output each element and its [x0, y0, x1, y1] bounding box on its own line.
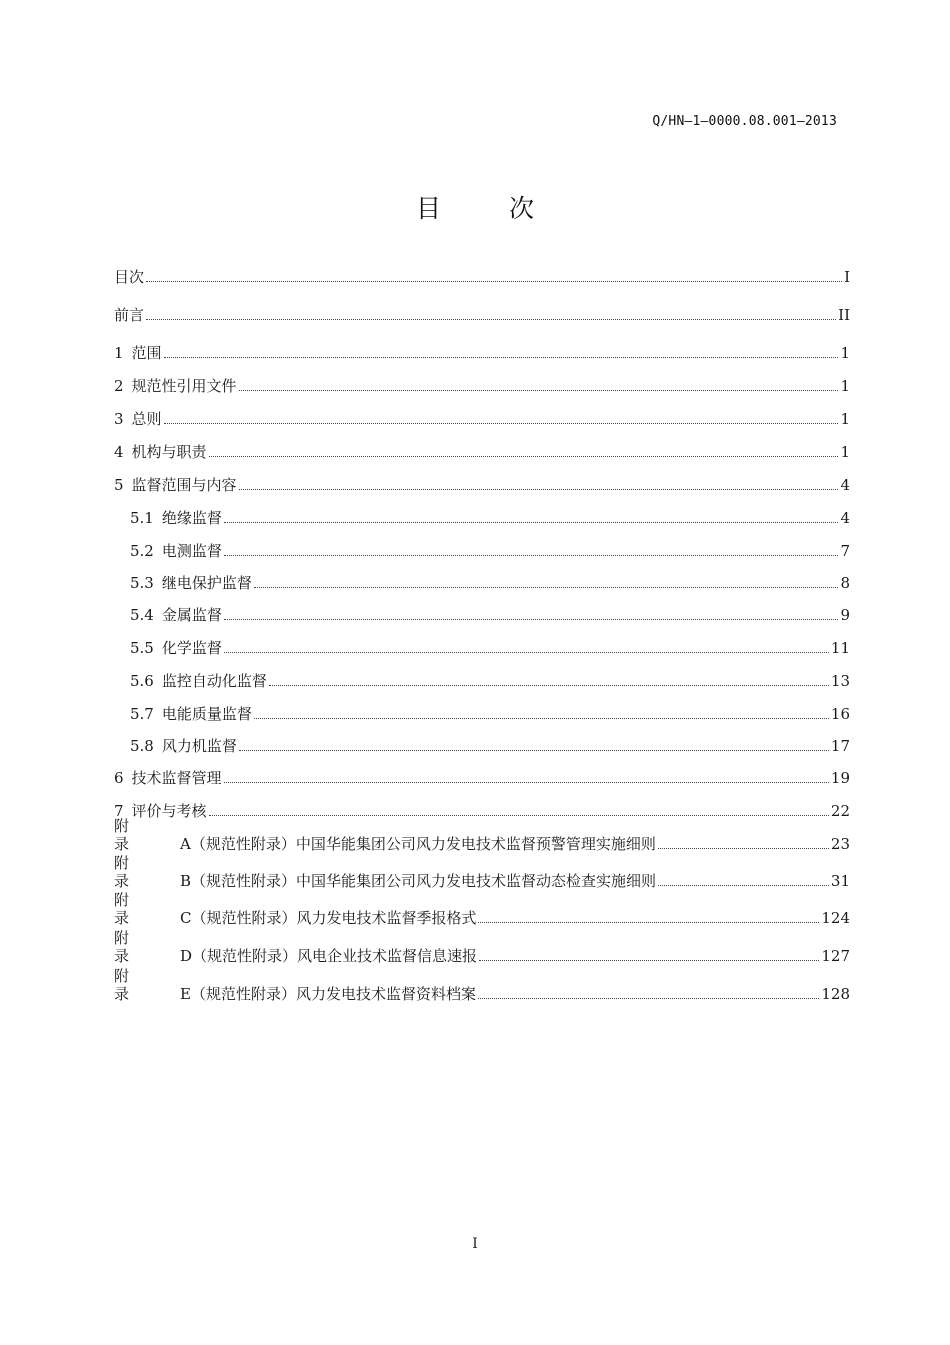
leader-dots: [478, 921, 819, 923]
toc-entry-number: 5.3: [130, 574, 154, 592]
toc-entry-title: 技术监督管理: [131, 769, 222, 787]
toc-entry-number: 5.4: [130, 606, 154, 624]
leader-dots: [224, 554, 839, 556]
toc-entry-title: 电测监督: [161, 542, 222, 560]
toc-entry-number: 5.7: [130, 705, 154, 723]
toc-entry-page: II: [838, 306, 850, 324]
toc-entry-number: 5.6: [130, 672, 154, 690]
toc-entry-page: 4: [840, 509, 850, 527]
toc-entry-appendix-e[interactable]: [114, 967, 850, 1003]
toc-entry-contents[interactable]: [114, 264, 850, 286]
toc-entry-page: 22: [830, 802, 850, 820]
toc-entry-number: 7: [114, 802, 124, 820]
toc-entry-5[interactable]: [114, 472, 850, 494]
toc-entry-title: 机构与职责: [131, 443, 207, 461]
toc-entry-number: 5.5: [130, 639, 154, 657]
toc-entry-title: 目次: [114, 268, 145, 286]
toc-entry-page: 19: [830, 769, 850, 787]
toc-entry-title: E（规范性附录）风力发电技术监督资料档案: [180, 985, 476, 1003]
toc-entry-page: I: [844, 268, 850, 286]
leader-dots: [239, 488, 839, 490]
leader-dots: [239, 389, 839, 391]
toc-entry-5-6[interactable]: [130, 668, 850, 690]
toc-entry-number: 5: [114, 476, 124, 494]
toc-entry-title: 电能质量监督: [161, 705, 252, 723]
toc-entry-page: 11: [830, 639, 850, 657]
toc-entry-number: 5.2: [130, 542, 154, 560]
leader-dots: [479, 959, 819, 961]
toc-entry-appendix-c[interactable]: [114, 891, 850, 927]
toc-entry-page: 23: [830, 835, 850, 853]
toc-entry-title: 化学监督: [161, 639, 222, 657]
toc-entry-title: 前言: [114, 306, 145, 324]
leader-dots: [224, 781, 829, 783]
leader-dots: [478, 997, 819, 999]
toc-entry-2[interactable]: [114, 373, 850, 395]
toc-entry-title: D（规范性附录）风电企业技术监督信息速报: [180, 947, 478, 965]
appendix-label: 附 录: [114, 854, 146, 890]
leader-dots: [224, 651, 829, 653]
toc-entry-5-3[interactable]: [130, 570, 850, 592]
toc-entry-title: 继电保护监督: [161, 574, 252, 592]
footer-page-number: I: [472, 1236, 478, 1252]
toc-entry-5-7[interactable]: [130, 701, 850, 723]
toc-entry-title: 规范性引用文件: [131, 377, 237, 395]
appendix-label: 附 录: [114, 891, 146, 927]
toc-entry-3[interactable]: [114, 406, 850, 428]
toc-entry-page: 127: [821, 947, 850, 965]
toc-entry-1[interactable]: [114, 340, 850, 362]
toc-entry-number: 1: [114, 344, 124, 362]
toc-entry-page: 1: [840, 410, 850, 428]
toc-entry-page: 16: [830, 705, 850, 723]
toc-entry-page: 1: [840, 443, 850, 461]
toc-entry-page: 17: [830, 737, 850, 755]
leader-dots: [146, 318, 836, 320]
leader-dots: [224, 521, 839, 523]
toc-entry-number: 6: [114, 769, 124, 787]
toc-entry-page: 1: [840, 344, 850, 362]
toc-entry-title: 监督范围与内容: [131, 476, 237, 494]
leader-dots: [209, 814, 829, 816]
toc-entry-page: 9: [840, 606, 850, 624]
toc-entry-6[interactable]: [114, 765, 850, 787]
toc-entry-title: 监控自动化监督: [161, 672, 267, 690]
toc-entry-title: 风力机监督: [161, 737, 237, 755]
toc-entry-5-2[interactable]: [130, 538, 850, 560]
toc-entry-page: 31: [830, 872, 850, 890]
toc-entry-appendix-b[interactable]: [114, 854, 850, 890]
appendix-label: 附 录: [114, 929, 146, 965]
toc-entry-7[interactable]: [114, 798, 850, 820]
toc-entry-5-1[interactable]: [130, 505, 850, 527]
leader-dots: [658, 884, 829, 886]
toc-entry-title: 金属监督: [161, 606, 222, 624]
toc-entry-4[interactable]: [114, 439, 850, 461]
appendix-label: 附 录: [114, 967, 146, 1003]
leader-dots: [658, 847, 829, 849]
leader-dots: [164, 356, 839, 358]
toc-entry-page: 4: [840, 476, 850, 494]
toc-entry-title: A（规范性附录）中国华能集团公司风力发电技术监督预警管理实施细则: [180, 835, 656, 853]
toc-entry-number: 2: [114, 377, 124, 395]
leader-dots: [269, 684, 829, 686]
toc-entry-page: 7: [840, 542, 850, 560]
toc-entry-title: 绝缘监督: [161, 509, 222, 527]
toc-entry-title: 范围: [131, 344, 162, 362]
toc-entry-title: 评价与考核: [131, 802, 207, 820]
leader-dots: [239, 749, 829, 751]
leader-dots: [209, 455, 839, 457]
toc-entry-page: 124: [821, 909, 850, 927]
leader-dots: [254, 717, 829, 719]
leader-dots: [164, 422, 839, 424]
leader-dots: [224, 618, 839, 620]
toc-entry-number: 5.1: [130, 509, 154, 527]
document-code: Q/HN—1—0000.08.001—2013: [652, 114, 837, 129]
toc-entry-page: 128: [821, 985, 850, 1003]
toc-entry-title: 总则: [131, 410, 162, 428]
page-title: 目 次: [416, 194, 564, 223]
toc-entry-page: 1: [840, 377, 850, 395]
toc-entry-5-5[interactable]: [130, 635, 850, 657]
toc-entry-appendix-a[interactable]: [114, 817, 850, 853]
toc-entry-title: C（规范性附录）风力发电技术监督季报格式: [180, 909, 477, 927]
toc-entry-appendix-d[interactable]: [114, 929, 850, 965]
toc-entry-foreword[interactable]: [114, 302, 850, 324]
toc-entry-5-8[interactable]: [130, 733, 850, 755]
toc-entry-number: 4: [114, 443, 124, 461]
toc-entry-page: 13: [830, 672, 850, 690]
appendix-label: 附 录: [114, 817, 146, 853]
toc-entry-number: 3: [114, 410, 124, 428]
toc-entry-5-4[interactable]: [130, 602, 850, 624]
toc-entry-page: 8: [840, 574, 850, 592]
toc-entry-title: B（规范性附录）中国华能集团公司风力发电技术监督动态检查实施细则: [180, 872, 657, 890]
toc-entry-number: 5.8: [130, 737, 154, 755]
leader-dots: [146, 280, 842, 282]
leader-dots: [254, 586, 839, 588]
